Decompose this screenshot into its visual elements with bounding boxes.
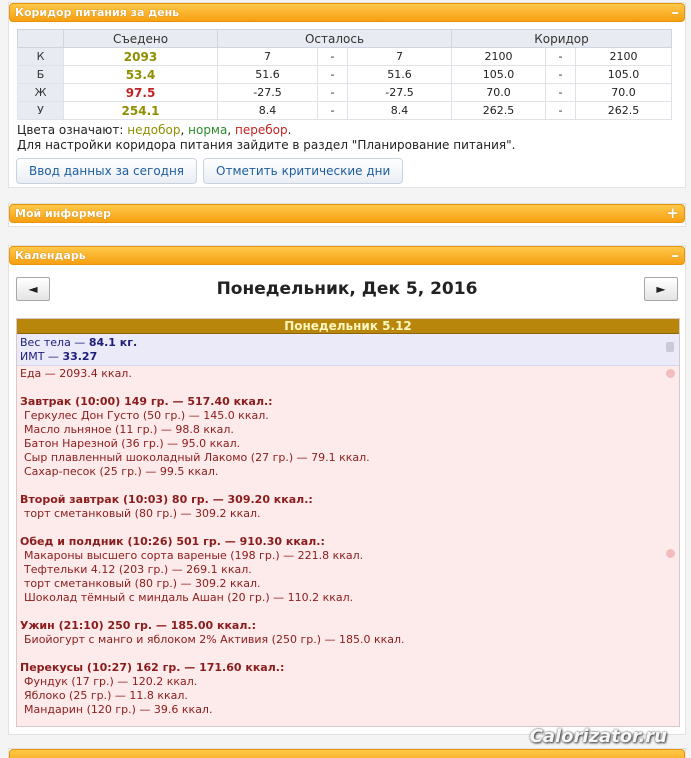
date-title: Понедельник, Дек 5, 2016 <box>216 279 478 299</box>
remaining-to: 51.6 <box>348 66 452 84</box>
bmi-label: ИМТ — <box>20 350 63 363</box>
food-total: Еда — 2093.4 ккал. <box>20 367 132 380</box>
meal-item: Мандарин (120 гр.) — 39.6 ккал. <box>24 703 213 716</box>
weight-value: 84.1 кг. <box>88 336 138 349</box>
table-row <box>18 84 672 102</box>
meal-item: Фундук (17 гр.) — 120.2 ккал. <box>24 675 198 688</box>
remaining-to: 8.4 <box>348 102 452 120</box>
meal-title: Обед и полдник (10:26) 501 гр. — 910.30 ккал.: <box>20 535 325 548</box>
col-eaten: Съедено <box>64 30 218 48</box>
table-row <box>18 102 672 120</box>
calendar-widget <box>8 245 686 735</box>
critical-days-button[interactable]: Отметить критические дни <box>203 158 403 184</box>
next-widget <box>8 748 686 758</box>
remaining-from: 7 <box>218 48 318 66</box>
next-widget-header[interactable] <box>9 749 685 758</box>
table-row <box>18 48 672 66</box>
eaten-value: 2093 <box>64 48 218 66</box>
day-entry <box>16 318 680 727</box>
expand-icon[interactable]: + <box>666 204 679 222</box>
corridor-sep: - <box>546 84 576 102</box>
watermark: Calorizator.ru <box>529 726 667 747</box>
meal-item: Яблоко (25 гр.) — 11.8 ккал. <box>24 689 188 702</box>
meal-item: Биойогурт с манго и яблоком 2% Активия (250 гр.) — 185.0 ккал. <box>24 633 405 646</box>
legend-norm: норма <box>188 123 228 137</box>
meal-item: Шоколад тёмный с миндаль Ашан (20 гр.) — 110.2 ккал. <box>24 591 354 604</box>
calendar-nav <box>9 265 685 305</box>
remaining-sep: - <box>318 66 348 84</box>
meal-item: Геркулес Дон Густо (50 гр.) — 145.0 ккал. <box>24 409 269 422</box>
remaining-sep: - <box>318 102 348 120</box>
informer-header[interactable] <box>9 204 685 223</box>
meal-edit-icon[interactable] <box>666 549 675 558</box>
calendar-title: Календарь <box>15 249 86 262</box>
legend-end: . <box>287 123 292 137</box>
corridor-sep: - <box>546 48 576 66</box>
eaten-value: 53.4 <box>64 66 218 84</box>
collapse-icon[interactable]: – <box>671 246 679 264</box>
settings-note: Для настройки коридора питания зайдите в раздел "Планирование питания". <box>17 138 516 152</box>
row-label: К <box>18 48 64 66</box>
color-legend <box>17 123 685 138</box>
bmi-value: 33.27 <box>62 350 98 363</box>
legend-sep: , <box>227 123 235 137</box>
corridor-from: 262.5 <box>452 102 546 120</box>
corridor-to: 105.0 <box>576 66 672 84</box>
corridor-from: 70.0 <box>452 84 546 102</box>
meal-item: торт сметанковый (80 гр.) — 309.2 ккал. <box>24 507 261 520</box>
legend-over: перебор <box>234 123 288 137</box>
corridor-from: 2100 <box>452 48 546 66</box>
corridor-table <box>17 29 672 120</box>
remaining-from: -27.5 <box>218 84 318 102</box>
eaten-value: 254.1 <box>64 102 218 120</box>
enter-data-button[interactable]: Ввод данных за сегодня <box>16 158 197 184</box>
meal-title: Второй завтрак (10:03) 80 гр. — 309.20 ккал.: <box>20 493 313 506</box>
collapse-icon[interactable]: – <box>671 3 679 21</box>
legend-prefix: Цвета означают: <box>17 123 128 137</box>
day-band: Понедельник 5.12 <box>17 319 679 334</box>
calendar-header[interactable] <box>9 246 685 265</box>
meal-item: Батон Нарезной (36 гр.) — 95.0 ккал. <box>24 437 241 450</box>
meal-item: Сыр плавленный шоколадный Лакомо (27 гр.) — 79.1 ккал. <box>24 451 370 464</box>
meal-title: Завтрак (10:00) 149 гр. — 517.40 ккал.: <box>20 395 273 408</box>
corridor-to: 262.5 <box>576 102 672 120</box>
food-edit-icon[interactable] <box>666 369 675 378</box>
table-row <box>18 66 672 84</box>
corridor-widget <box>8 2 686 188</box>
weight-edit-icon[interactable] <box>666 342 674 352</box>
corridor-sep: - <box>546 66 576 84</box>
corridor-to: 70.0 <box>576 84 672 102</box>
row-label: Ж <box>18 84 64 102</box>
corner-cell <box>18 30 64 48</box>
corridor-to: 2100 <box>576 48 672 66</box>
meal-title: Перекусы (10:27) 162 гр. — 171.60 ккал.: <box>20 661 285 674</box>
corridor-title: Коридор питания за день <box>15 6 180 19</box>
eaten-value: 97.5 <box>64 84 218 102</box>
meal-item: торт сметанковый (80 гр.) — 309.2 ккал. <box>24 577 261 590</box>
meal-item: Тефтельки 4.12 (203 гр.) — 269.1 ккал. <box>24 563 252 576</box>
meal-item: Масло льняное (11 гр.) — 98.8 ккал. <box>24 423 234 436</box>
col-corridor: Коридор <box>452 30 672 48</box>
meal-item: Макароны высшего сорта вареные (198 гр.) — 221.8 ккал. <box>24 549 364 562</box>
food-block <box>17 366 679 717</box>
body-weight-block <box>17 334 679 366</box>
remaining-sep: - <box>318 48 348 66</box>
prev-day-button[interactable]: ◄ <box>16 277 50 301</box>
remaining-from: 51.6 <box>218 66 318 84</box>
corridor-header[interactable] <box>9 3 685 22</box>
next-day-button[interactable]: ► <box>644 277 678 301</box>
row-label: У <box>18 102 64 120</box>
remaining-to: -27.5 <box>348 84 452 102</box>
meal-item: Сахар-песок (25 гр.) — 99.5 ккал. <box>24 465 219 478</box>
row-label: Б <box>18 66 64 84</box>
legend-under: недобор <box>127 123 181 137</box>
corridor-sep: - <box>546 102 576 120</box>
remaining-to: 7 <box>348 48 452 66</box>
col-remaining: Осталось <box>218 30 452 48</box>
remaining-from: 8.4 <box>218 102 318 120</box>
corridor-from: 105.0 <box>452 66 546 84</box>
weight-label: Вес тела — <box>20 336 89 349</box>
remaining-sep: - <box>318 84 348 102</box>
informer-widget <box>8 203 686 227</box>
informer-title: Мой информер <box>15 207 112 220</box>
meal-title: Ужин (21:10) 250 гр. — 185.00 ккал.: <box>20 619 256 632</box>
legend-sep: , <box>180 123 189 137</box>
